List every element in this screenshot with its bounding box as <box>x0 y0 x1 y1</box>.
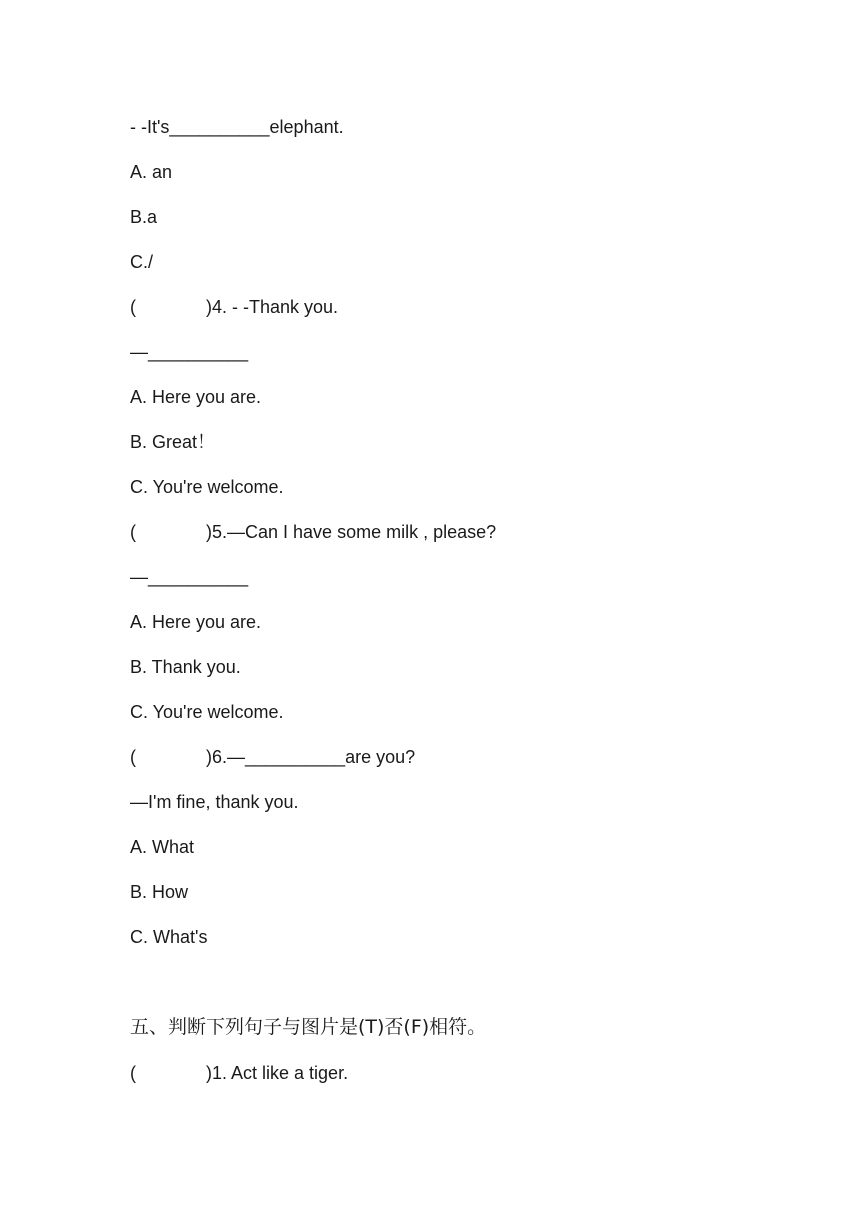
question-6-option-a: A. What <box>130 837 195 857</box>
question-5-prompt: ( )5.—Can I have some milk , please? <box>130 522 497 542</box>
question-6-option-b: B. How <box>130 882 189 902</box>
question-3-option-b: B.a <box>130 207 158 227</box>
question-4-option-b: B. Great！ <box>130 432 216 452</box>
question-5-answer-blank: —__________ <box>130 567 249 587</box>
question-4-answer-blank: —__________ <box>130 342 249 362</box>
question-4-option-c: C. You're welcome. <box>130 477 284 497</box>
question-5-option-a: A. Here you are. <box>130 612 262 632</box>
question-5-option-c: C. You're welcome. <box>130 702 284 722</box>
question-5-option-b: B. Thank you. <box>130 657 241 677</box>
question-3-option-a: A. an <box>130 162 173 182</box>
question-6-option-c: C. What's <box>130 927 208 947</box>
section-5-question-1: ( )1. Act like a tiger. <box>130 1063 349 1083</box>
question-6-prompt: ( )6.—__________are you? <box>130 747 416 767</box>
question-4-prompt: ( )4. - -Thank you. <box>130 297 339 317</box>
section-5-heading: 五、判断下列句子与图片是(T)否(F)相符。 <box>130 1016 487 1038</box>
question-6-response: —I'm fine, thank you. <box>130 792 299 812</box>
question-4-option-a: A. Here you are. <box>130 387 262 407</box>
question-3-answer-blank: - -It's__________elephant. <box>130 117 344 137</box>
question-3-option-c: C./ <box>130 252 154 272</box>
